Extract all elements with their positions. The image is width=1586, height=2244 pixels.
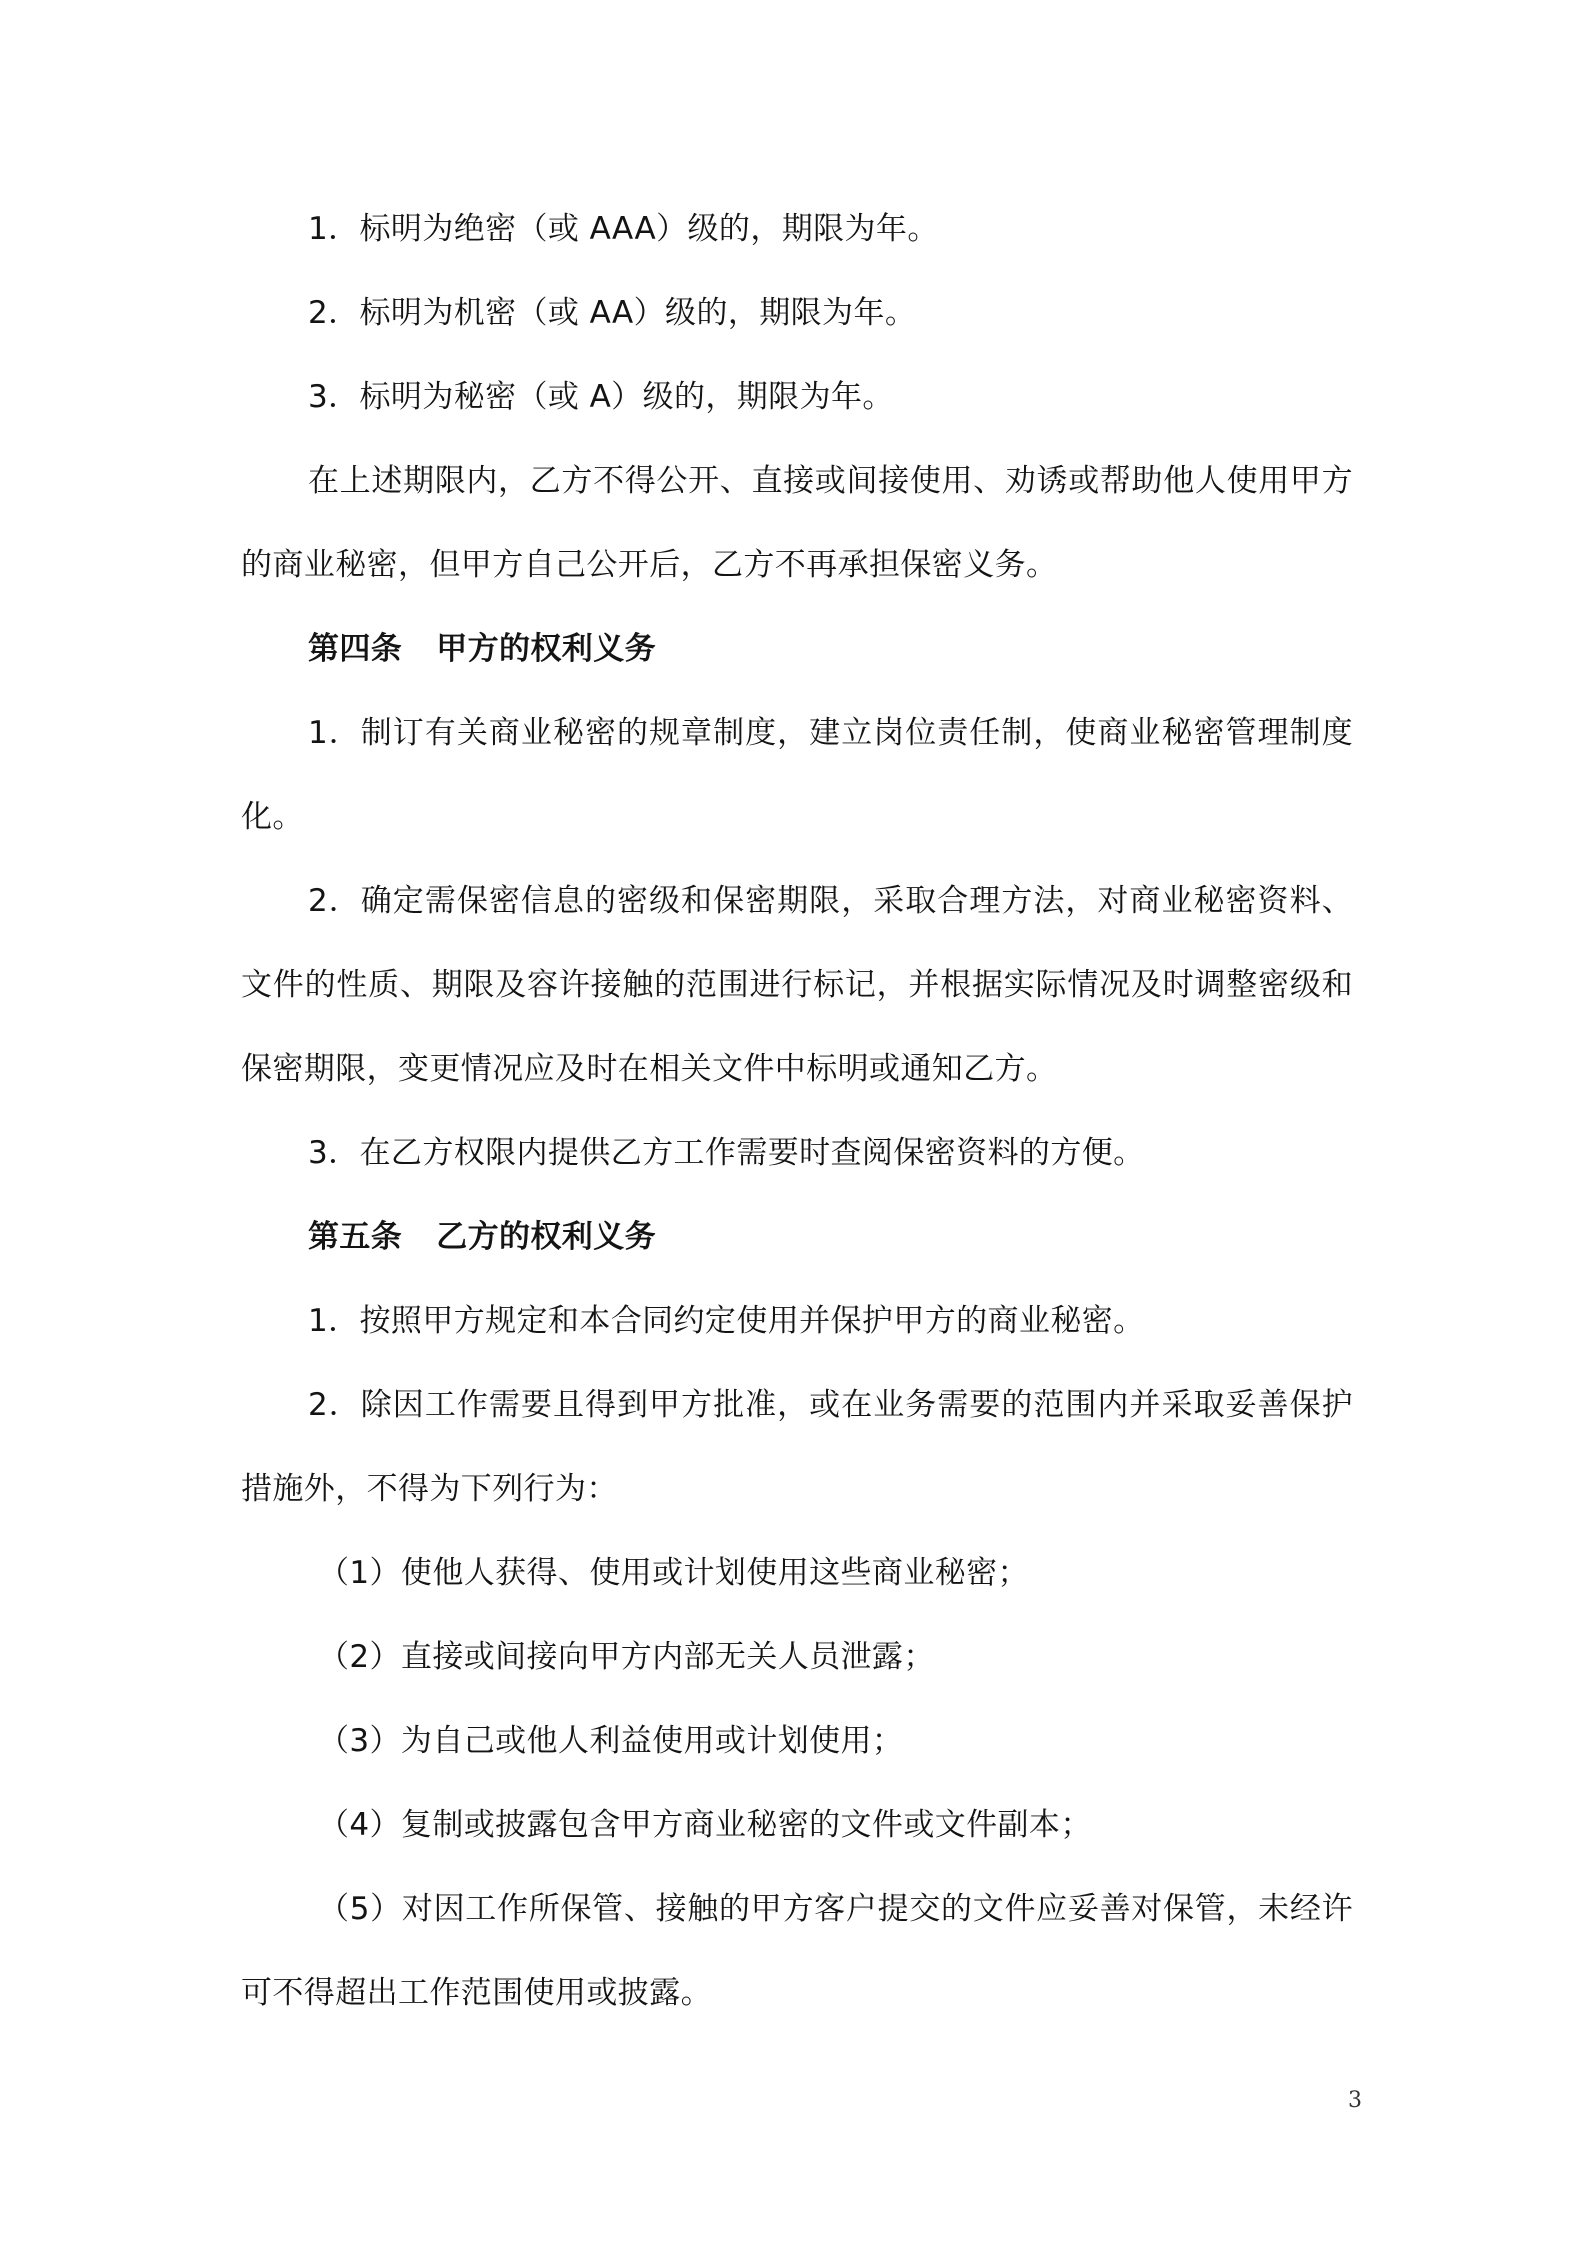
article-4-heading [308, 629, 656, 669]
list-item: （4）复制或披露包含甲方商业秘密的文件或文件副本； [318, 1807, 1092, 1843]
article-5-item-1: 1．按照甲方规定和本合同约定使用并保护甲方的商业秘密。 [308, 1303, 1145, 1339]
clause-3-item-1: 1．标明为绝密（或 AAA）级的，期限为年。 [308, 211, 939, 247]
paragraph-line: 在上述期限内，乙方不得公开、直接或间接使用、劝诱或帮助他人使用甲方 [308, 463, 1353, 499]
paragraph-line: 文件的性质、期限及容许接触的范围进行标记，并根据实际情况及时调整密级和 [241, 967, 1353, 1003]
paragraph-line: 措施外，不得为下列行为： [241, 1471, 618, 1507]
article-4-title: 甲方的权利义务 [436, 631, 657, 667]
paragraph-line: 保密期限，变更情况应及时在相关文件中标明或通知乙方。 [241, 1051, 1058, 1087]
article-4-number: 第四条 [308, 631, 403, 667]
clause-3-item-3: 3．标明为秘密（或 A）级的，期限为年。 [308, 379, 894, 415]
paragraph-line: 化。 [241, 799, 304, 835]
list-item: （3）为自己或他人利益使用或计划使用； [318, 1723, 904, 1759]
paragraph-line: 的商业秘密，但甲方自己公开后，乙方不再承担保密义务。 [241, 547, 1058, 583]
paragraph-line: 可不得超出工作范围使用或披露。 [241, 1975, 712, 2011]
article-4-item-2: 2．确定需保密信息的密级和保密期限，采取合理方法，对商业秘密资料、 [308, 883, 1353, 919]
article-5-number: 第五条 [308, 1219, 403, 1255]
page-number: 3 [1348, 2088, 1362, 2113]
list-item: （2）直接或间接向甲方内部无关人员泄露； [318, 1639, 935, 1675]
article-5-item-2: 2．除因工作需要且得到甲方批准，或在业务需要的范围内并采取妥善保护 [308, 1387, 1353, 1423]
list-item: （5）对因工作所保管、接触的甲方客户提交的文件应妥善对保管，未经许 [318, 1891, 1353, 1927]
article-5-title: 乙方的权利义务 [436, 1219, 657, 1255]
article-5-heading [308, 1217, 656, 1257]
list-item: （1）使他人获得、使用或计划使用这些商业秘密； [318, 1555, 1029, 1591]
article-4-item-1: 1．制订有关商业秘密的规章制度，建立岗位责任制，使商业秘密管理制度 [308, 715, 1353, 751]
clause-3-item-2: 2．标明为机密（或 AA）级的，期限为年。 [308, 295, 917, 331]
article-4-item-3: 3．在乙方权限内提供乙方工作需要时查阅保密资料的方便。 [308, 1135, 1145, 1171]
